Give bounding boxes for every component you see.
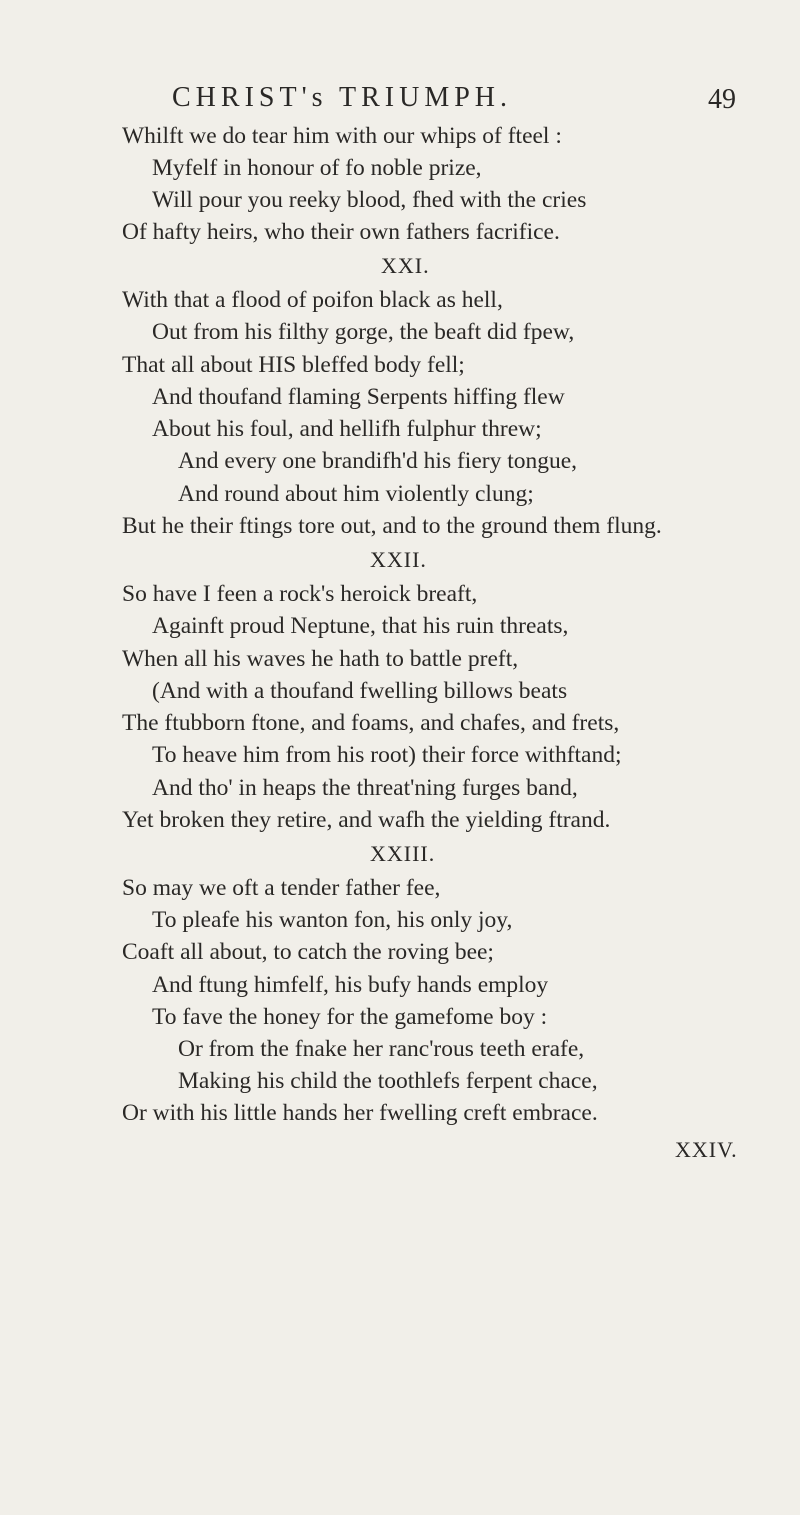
verse-line: The ftubborn ftone, and foams, and chafes, and frets,	[122, 710, 620, 736]
verse-line: Will pour you reeky blood, fhed with the cries	[152, 187, 587, 213]
verse-line: Againft proud Neptune, that his ruin threats,	[152, 613, 569, 639]
verse-line: So have I feen a rock's heroick breaft,	[122, 581, 478, 607]
verse-line: To fave the honey for the gamefome boy :	[152, 1004, 548, 1030]
verse-line: And tho' in heaps the threat'ning furges band,	[152, 775, 578, 801]
verse-line: When all his waves he hath to battle preft,	[122, 646, 519, 672]
verse-line: Yet broken they retire, and wafh the yielding ftrand.	[122, 807, 611, 833]
verse-line: That all about HIS bleffed body fell;	[122, 352, 465, 378]
page-number: 49	[708, 84, 736, 115]
stanza-number: XXI.	[381, 253, 430, 278]
verse-line: To heave him from his root) their force withftand;	[152, 742, 622, 768]
verse-line: But he their ftings tore out, and to the ground them flung.	[122, 513, 662, 539]
verse-line: Or with his little hands her fwelling creft embrace.	[122, 1100, 598, 1126]
verse-line: Coaft all about, to catch the roving bee;	[122, 939, 494, 965]
verse-line: (And with a thoufand fwelling billows beats	[152, 678, 568, 704]
verse-line: About his foul, and hellifh fulphur threw;	[152, 416, 542, 442]
verse-line: Or from the fnake her ranc'rous teeth erafe,	[178, 1036, 585, 1062]
stanza-number: XXIII.	[370, 841, 436, 866]
verse-line: Myfelf in honour of fo noble prize,	[152, 155, 482, 181]
verse-line: And ftung himfelf, his bufy hands employ	[152, 972, 549, 998]
verse-line: Making his child the toothlefs ferpent chace,	[178, 1068, 598, 1094]
stanza-number: XXII.	[370, 547, 427, 572]
verse-line: And round about him violently clung;	[178, 481, 534, 507]
verse-line: Out from his filthy gorge, the beaft did fpew,	[152, 319, 575, 345]
running-title: CHRIST's TRIUMPH.	[172, 82, 513, 113]
verse-line: With that a flood of poifon black as hell,	[122, 287, 503, 313]
catchword: XXIV.	[675, 1137, 738, 1162]
verse-line: Of hafty heirs, who their own fathers facrifice.	[122, 219, 560, 245]
verse-line: So may we oft a tender father fee,	[122, 875, 441, 901]
verse-line: Whilft we do tear him with our whips of fteel :	[122, 123, 562, 149]
page-header	[0, 82, 800, 122]
verse-line: And thoufand flaming Serpents hiffing flew	[152, 384, 565, 410]
verse-line: To pleafe his wanton fon, his only joy,	[152, 907, 513, 933]
verse-line: And every one brandifh'd his fiery tongue,	[178, 448, 578, 474]
